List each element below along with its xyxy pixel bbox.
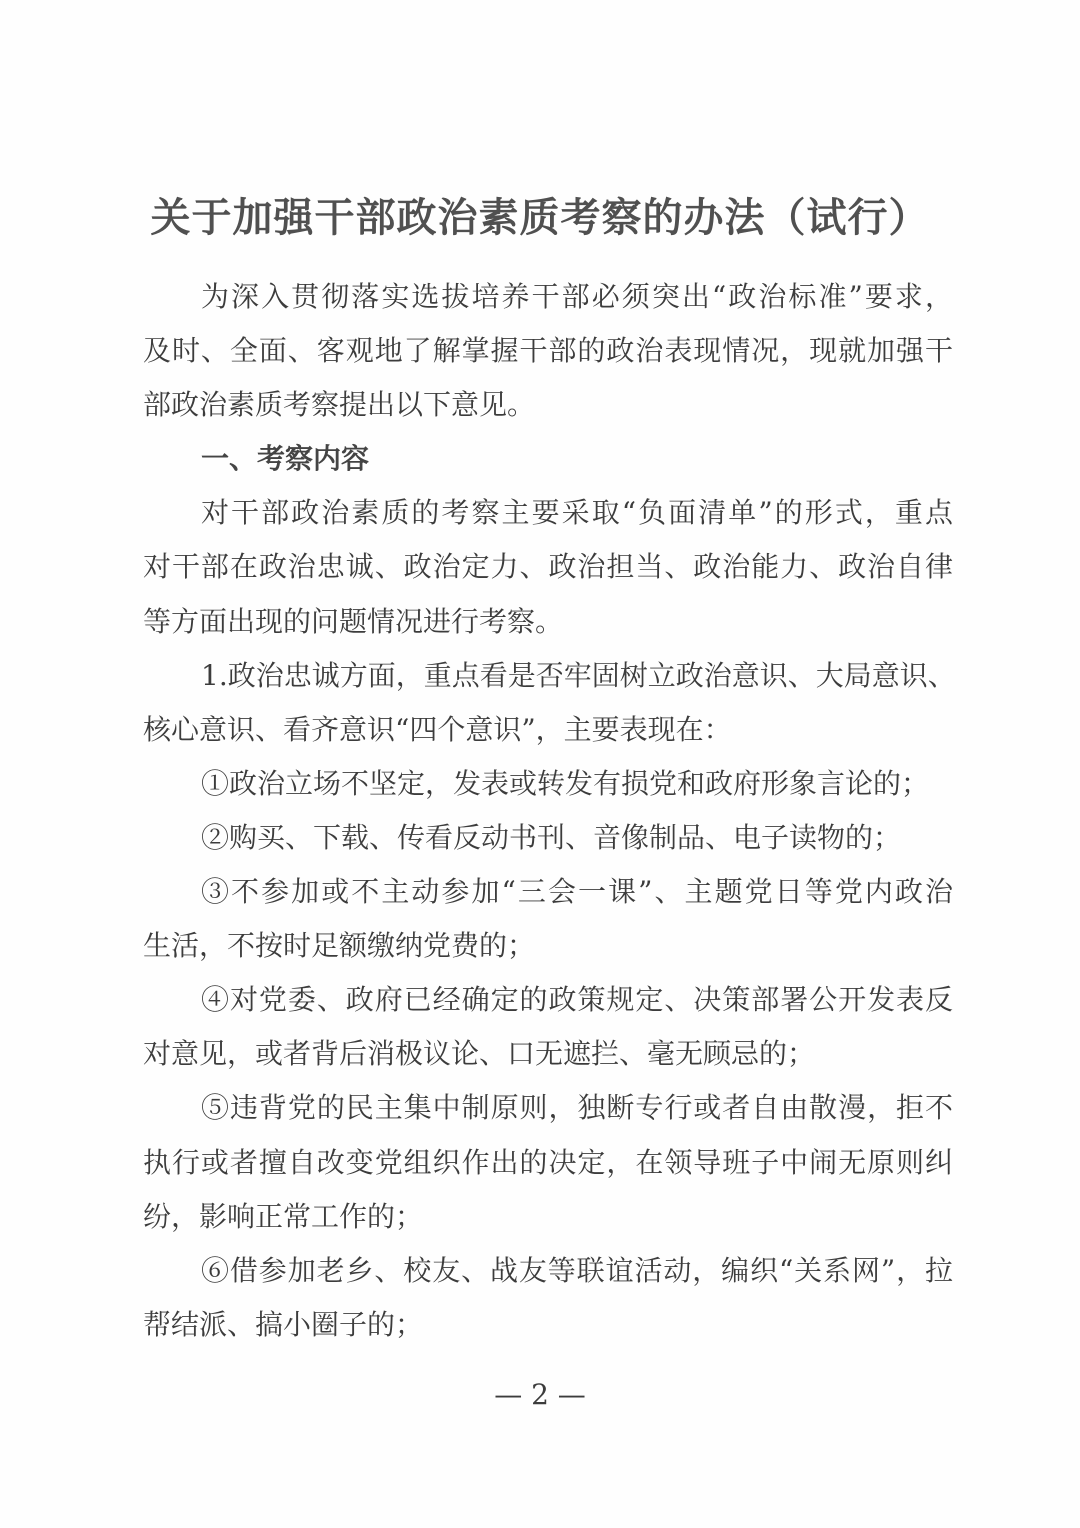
paragraph-line: 等方面出现的问题情况进行考察。 (143, 604, 564, 638)
list-item: ⑥借参加老乡、校友、战友等联谊活动，编织“关系网”，拉 (201, 1253, 953, 1287)
list-item-continuation: 对意见，或者背后消极议论、口无遮拦、毫无顾忌的； (143, 1037, 816, 1071)
list-item: ⑤违背党的民主集中制原则，独断专行或者自由散漫，拒不 (201, 1091, 953, 1125)
list-item: ①政治立场不坚定，发表或转发有损党和政府形象言论的； (201, 766, 930, 800)
paragraph-line: 为深入贯彻落实选拔培养干部必须突出“政治标准”要求， (201, 280, 953, 313)
paragraph-line: 对干部政治素质的考察主要采取“负面清单”的形式，重点 (201, 496, 953, 530)
list-item: ③不参加或不主动参加“三会一课”、主题党日等党内政治 (201, 875, 953, 909)
document-title: 关于加强干部政治素质考察的办法（试行） (150, 195, 930, 241)
list-item-continuation: 纷，影响正常工作的； (143, 1199, 424, 1233)
list-item-continuation: 执行或者擅自改变党组织作出的决定，在领导班子中闹无原则纠 (143, 1145, 953, 1179)
section-heading: 一、考察内容 (201, 442, 370, 476)
list-item-continuation: 帮结派、搞小圈子的； (143, 1307, 424, 1341)
list-item-continuation: 生活，不按时足额缴纳党费的； (143, 929, 536, 963)
paragraph-line: 对干部在政治忠诚、政治定力、政治担当、政治能力、政治自律 (143, 550, 953, 584)
list-item: ②购买、下载、传看反动书刊、音像制品、电子读物的； (201, 820, 902, 854)
paragraph-line: 核心意识、看齐意识“四个意识”，主要表现在： (143, 712, 732, 746)
paragraph-line: 部政治素质考察提出以下意见。 (143, 388, 536, 422)
document-body (143, 270, 956, 1352)
list-item: ④对党委、政府已经确定的政策规定、决策部署公开发表反 (201, 983, 953, 1017)
paragraph-line: 1.政治忠诚方面，重点看是否牢固树立政治意识、大局意识、 (201, 658, 956, 692)
page-number: — 2 — (494, 1378, 586, 1411)
paragraph-line: 及时、全面、客观地了解掌握干部的政治表现情况，现就加强干 (143, 334, 953, 368)
